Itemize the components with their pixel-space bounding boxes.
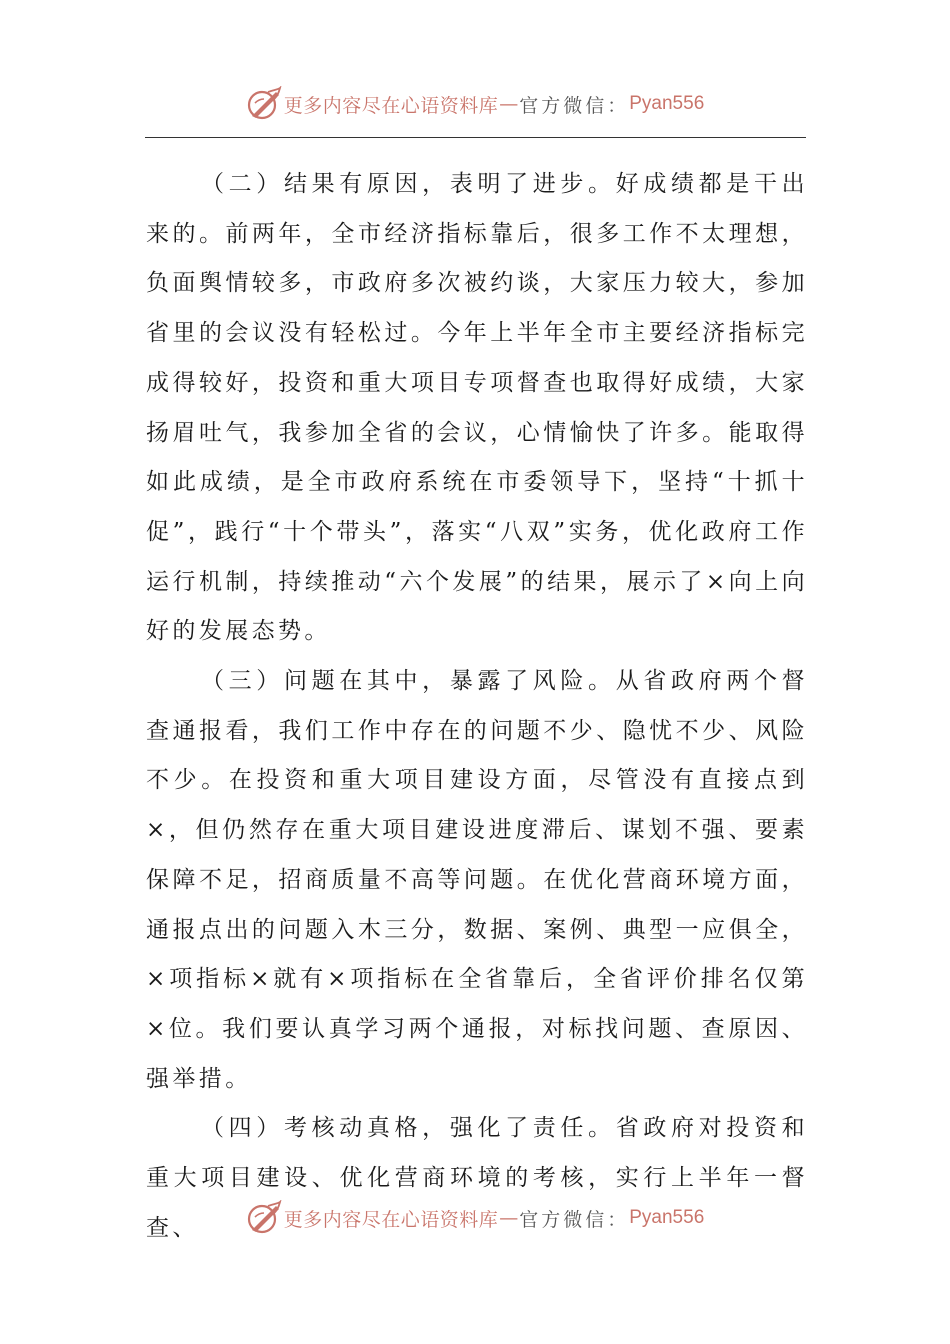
paragraph-4: （四）考核动真格，强化了责任。省政府对投资和重大项目建设、优化营商环境的考核，实行上半年一督查、: [146, 1115, 808, 1241]
quill-pen-logo-icon: [246, 86, 282, 122]
brand-dash: —: [499, 1207, 519, 1229]
brand-text: 更多内容尽在心语资料库: [283, 1208, 499, 1231]
wechat-id: Pyan556: [629, 1207, 705, 1228]
brand-text: 更多内容尽在心语资料库: [283, 94, 499, 117]
document-body: [146, 160, 808, 1253]
quill-pen-logo-icon: [246, 1200, 282, 1236]
page-header-watermark: [0, 84, 950, 124]
paragraph-2: （二）结果有原因，表明了进步。好成绩都是干出来的。前两年，全市经济指标靠后，很多工作不太理想，负面舆情较多，市政府多次被约谈，大家压力较大，参加省里的会议没有轻松过。今年上半年全市主要经济指标完成得较好，投资和重大项目专项督查也取得好成绩，大家扬眉吐气，我参加全省的会议，心情愉快了许多。能取得如此成绩，是全市政府系统在市委领导下，坚持“十抓十促”，践行“十个带头”，落实“八双”实务，优化政府工作运行机制，持续推动“六个发展”的结果，展示了×向上向好的发展态势。: [146, 171, 808, 645]
page-footer-watermark: [0, 1198, 950, 1238]
paragraph-3: （三）问题在其中，暴露了风险。从省政府两个督查通报看，我们工作中存在的问题不少、隐忧不少、风险不少。在投资和重大项目建设方面，尽管没有直接点到×，但仍然存在重大项目建设进度滞后、谋划不强、要素保障不足，招商质量不高等问题。在优化营商环境方面，通报点出的问题入木三分，数据、案例、典型一应俱全，×项指标×就有×项指标在全省靠后，全省评价排名仅第×位。我们要认真学习两个通报，对标找问题、查原因、强举措。: [146, 668, 808, 1092]
brand-dash: —: [499, 93, 519, 115]
wechat-id: Pyan556: [629, 93, 705, 114]
official-wechat-label: 官方微信：: [519, 1208, 630, 1231]
header-divider: [145, 137, 806, 138]
official-wechat-label: 官方微信：: [519, 94, 630, 117]
